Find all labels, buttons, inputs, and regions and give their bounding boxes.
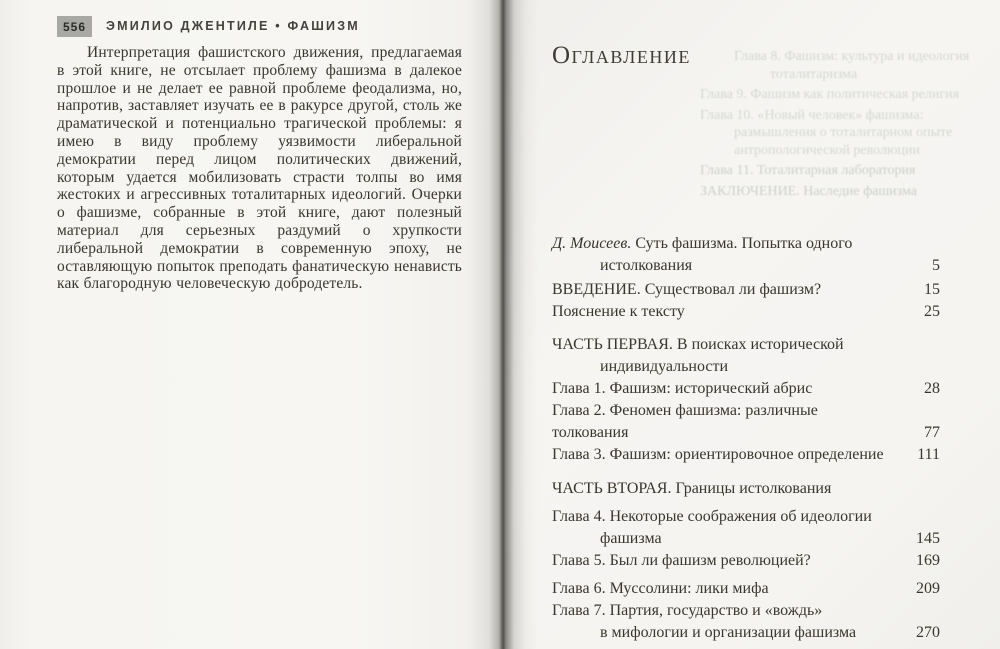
toc-entry-title: Глава 2. Феномен фашизма: различные толкования <box>552 402 818 441</box>
toc-entry <box>552 600 940 644</box>
toc-page-number: 25 <box>924 303 940 320</box>
page-number-badge: 556 <box>57 16 92 37</box>
ghost-line: антропологической революции <box>734 142 920 158</box>
toc-page-number: 5 <box>932 257 940 274</box>
toc-entry-line2: индивидуальности <box>600 358 729 375</box>
toc-entry-title: Глава 4. Некоторые соображения об идеологии <box>552 508 872 525</box>
toc-page-number: 209 <box>916 580 940 597</box>
ghost-line: Глава 9. Фашизм как политическая религия <box>700 87 960 102</box>
page-header <box>57 15 360 37</box>
toc-entry-title: Суть фашизма. Попытка одного <box>631 235 853 252</box>
ghost-line: Глава 8. Фашизм: культура и идеология <box>734 49 970 64</box>
toc-entry-text <box>552 600 896 644</box>
toc-entry-title: Глава 5. Был ли фашизм революцией? <box>552 552 811 569</box>
toc-entry <box>552 378 940 400</box>
toc-entry-title: Глава 3. Фашизм: ориентировочное определение <box>552 446 884 463</box>
right-page <box>505 0 1000 649</box>
toc-page-number: 28 <box>924 380 940 397</box>
toc-entry <box>552 400 940 444</box>
toc-entry-text <box>552 506 896 550</box>
toc-entry <box>552 506 940 550</box>
toc-entry <box>552 578 940 600</box>
toc-page-number: 169 <box>916 552 940 569</box>
toc-entry <box>552 233 940 277</box>
toc-entry <box>552 478 940 500</box>
toc-heading: Оглавление <box>552 42 691 69</box>
toc-entry-text <box>552 578 896 600</box>
toc-entry-text <box>552 478 896 500</box>
toc-entry-title: ЧАСТЬ ПЕРВАЯ. В поисках исторической <box>552 336 844 353</box>
toc-entry-text <box>552 444 896 466</box>
toc-entry-line2: в мифологии и организации фашизма <box>600 624 857 641</box>
ghost-line: размышления о тоталитарном опыте <box>734 125 953 140</box>
toc-entry-title: Глава 1. Фашизм: исторический абрис <box>552 380 813 397</box>
toc-entry-text <box>552 550 896 572</box>
toc-entry-text <box>552 233 896 277</box>
toc-entry <box>552 279 940 301</box>
toc-list <box>552 233 940 644</box>
toc-entry <box>552 301 940 323</box>
toc-entry <box>552 550 940 572</box>
ghost-line: тоталитаризма <box>770 66 858 82</box>
body-paragraph: Интерпретация фашистского движения, предлагаемая в этой книге, не отсылает проблему фашизма в далекое прошлое и не делает ее равной проблеме феодализма, но, напротив, заставляет изучать ее в ракурсе другой, столь же драматической и потенциально трагической проблемы: я имею в виду проблему уязвимости либеральной демократии перед лицом политических движений, которым удается мобилизовать страсти толпы во имя жестоких и агрессивных тоталитарных идеологий. Очерки о фашизме, собранные в этой книге, дают полезный материал для серьезных раздумий о хрупкости либеральной демократии в современную эпоху, не оставляющую попыток преподать фанатическую ненависть как благородную человеческую добродетель. <box>57 44 462 293</box>
ghost-line: ЗАКЛЮЧЕНИЕ. Наследие фашизма <box>700 183 917 199</box>
toc-entry-line2: фашизма <box>600 530 662 547</box>
bleedthrough-text <box>700 48 1000 200</box>
toc-entry-title: Глава 6. Муссолини: лики мифа <box>552 580 769 597</box>
toc-entry-title: ЧАСТЬ ВТОРАЯ. Границы истолкования <box>552 480 832 497</box>
toc-page-number: 145 <box>916 530 940 547</box>
ghost-line: Глава 10. «Новый человек» фашизма: <box>700 107 924 123</box>
toc-entry-title: ВВЕДЕНИЕ. Существовал ли фашизм? <box>552 281 822 298</box>
toc-entry <box>552 334 940 378</box>
toc-entry <box>552 444 940 466</box>
toc-page-number: 15 <box>924 281 940 298</box>
toc-entry-title: Пояснение к тексту <box>552 303 685 320</box>
toc-entry-title: Глава 7. Партия, государство и «вождь» <box>552 602 823 619</box>
toc-page-number: 111 <box>917 446 940 463</box>
toc-page-number: 270 <box>916 624 940 641</box>
toc-entry-text <box>552 378 896 400</box>
toc-entry-text <box>552 400 896 444</box>
running-title: ЭМИЛИО ДЖЕНТИЛЕ • ФАШИЗМ <box>106 19 360 33</box>
toc-entry-line2: истолкования <box>600 257 693 274</box>
toc-entry-author: Д. Моисеев. <box>552 235 632 252</box>
toc-entry-text <box>552 279 896 301</box>
ghost-line: Глава 11. Тоталитарная лаборатория <box>700 163 916 178</box>
toc-entry-text <box>552 334 896 378</box>
toc-entry-text <box>552 301 896 323</box>
toc-page-number: 77 <box>924 424 940 441</box>
